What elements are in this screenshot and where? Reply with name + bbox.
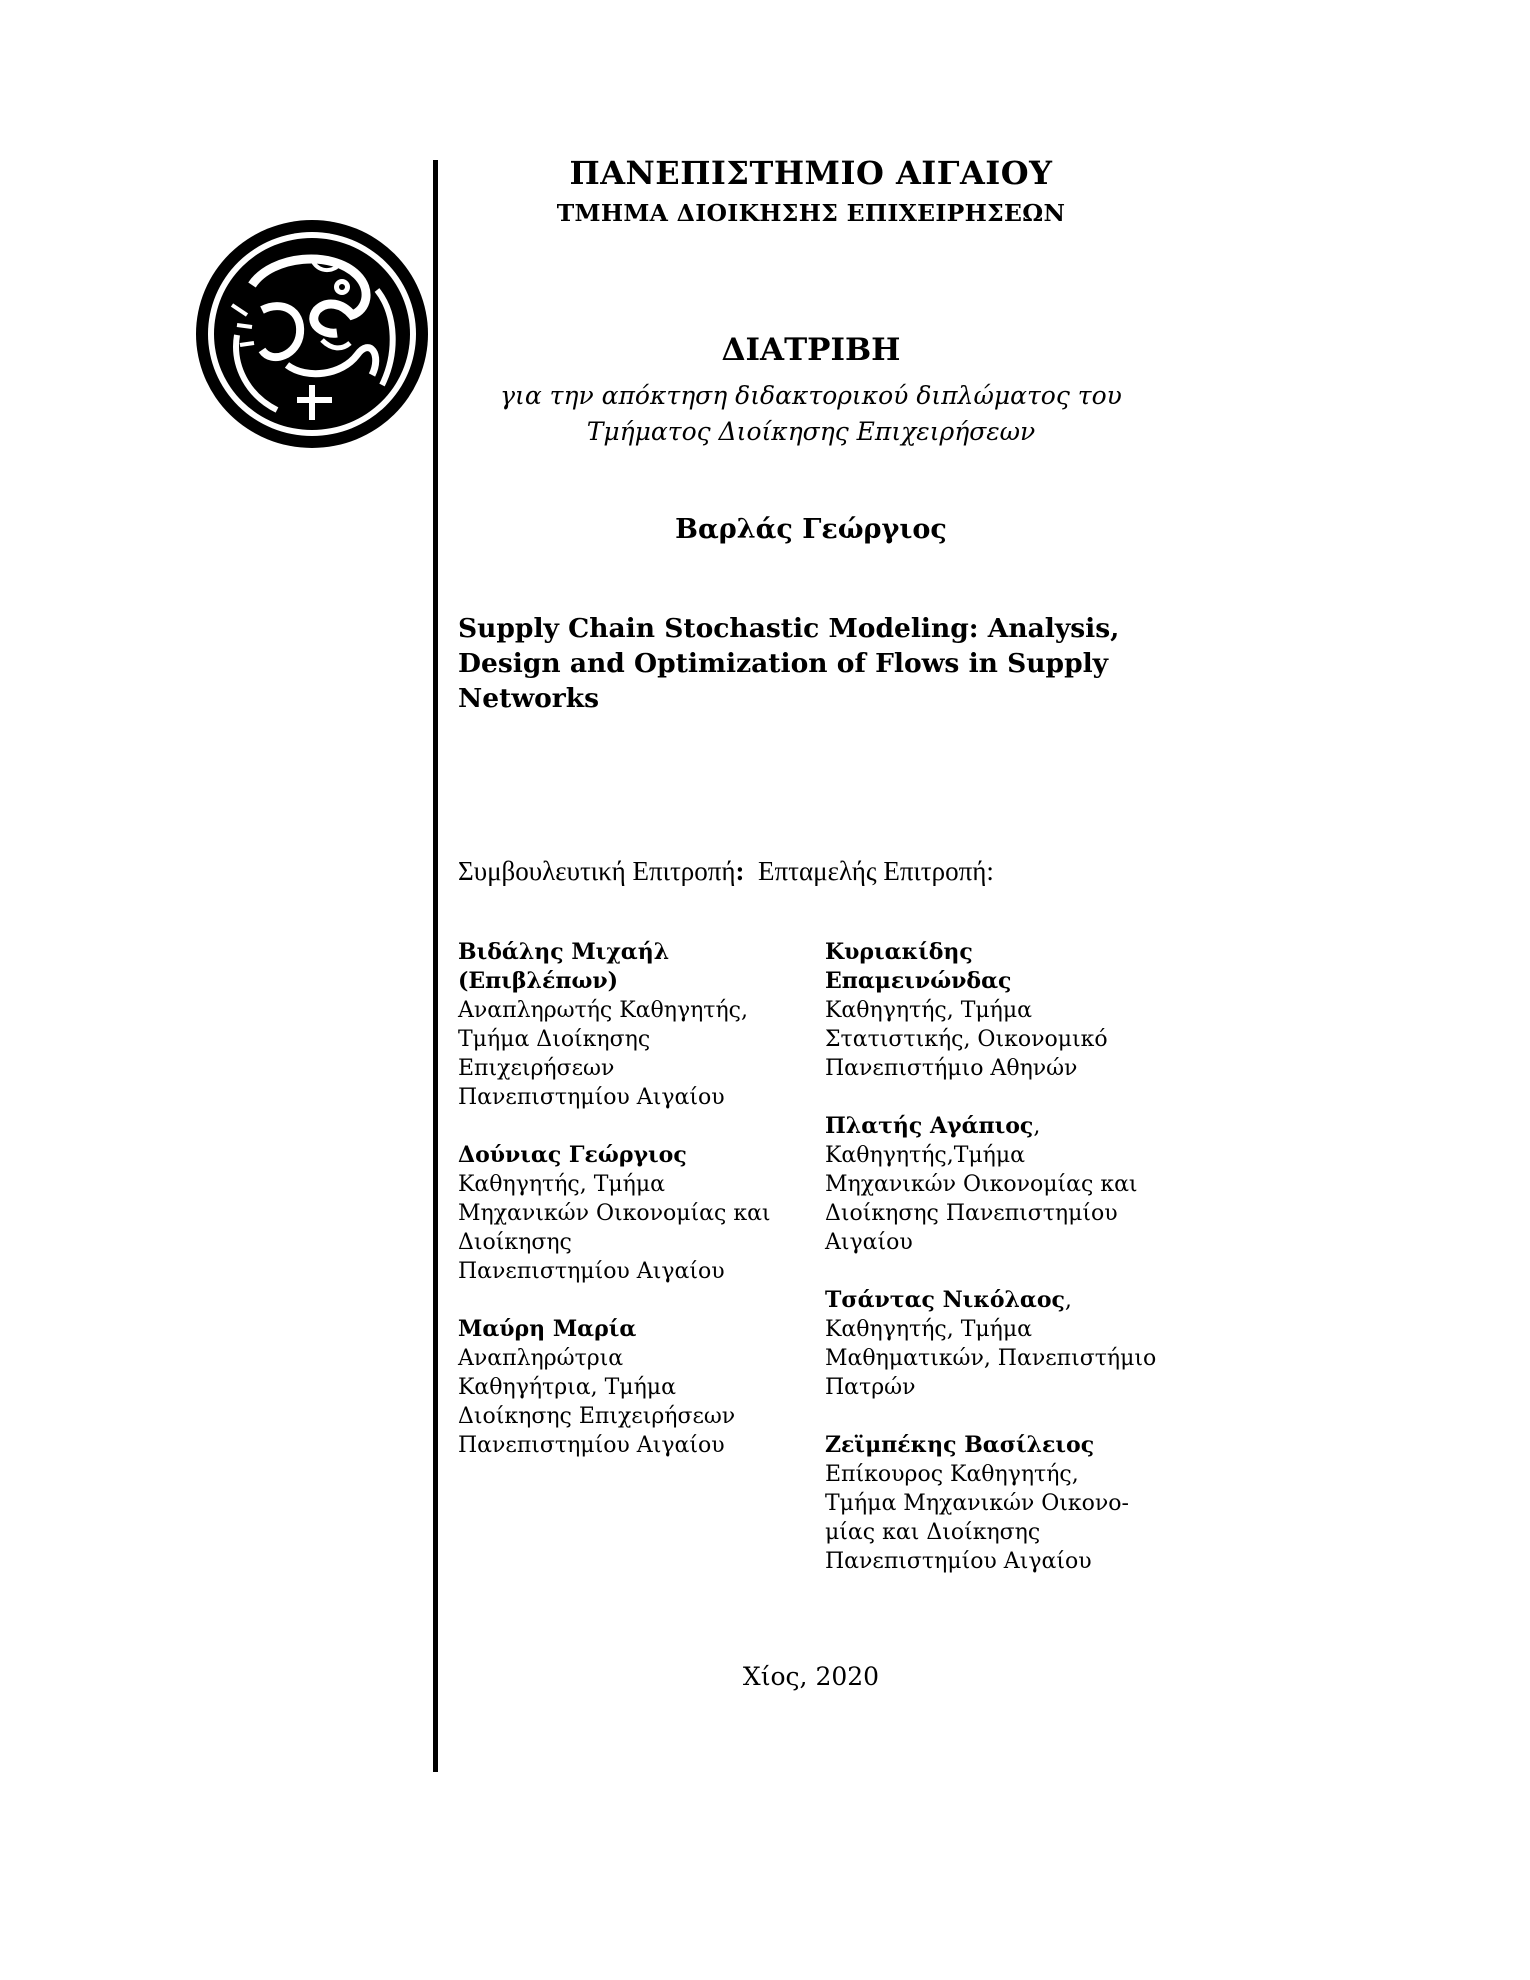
member-affiliation-line: Διοίκησης Πανεπιστημίου xyxy=(825,1201,1118,1226)
member-affiliation-line: Διοίκησης xyxy=(458,1230,572,1255)
member-name: Κυριακίδης xyxy=(825,939,973,965)
member-affiliation-line: Πανεπιστημίου Αιγαίου xyxy=(458,1433,725,1458)
university-seal-icon xyxy=(192,215,432,453)
place-and-date: Χίος, 2020 xyxy=(742,1662,880,1691)
member-name: Δούνιας Γεώργιος xyxy=(458,1142,687,1168)
advisory-member xyxy=(458,1141,798,1286)
examining-committee-list xyxy=(825,938,1185,1605)
member-affiliation-line: Πανεπιστημίου Αιγαίου xyxy=(458,1085,725,1110)
member-affiliation-line: μίας και Διοίκησης xyxy=(825,1520,1041,1545)
member-affiliation-line: Τμήμα Μηχανικών Οικονο- xyxy=(825,1491,1129,1516)
advisory-committee-list xyxy=(458,938,798,1489)
thesis-purpose xyxy=(458,378,1164,450)
member-affiliation-line: Μαθηματικών, Πανεπιστήμιο xyxy=(825,1346,1157,1371)
member-affiliation-line: Πανεπιστημίου Αιγαίου xyxy=(458,1259,725,1284)
member-role: (Επιβλέπων) xyxy=(458,968,619,994)
author-name: Βαρλάς Γεώργιος xyxy=(675,514,947,545)
thesis-title-line-3: Networks xyxy=(458,683,600,714)
committees-heading xyxy=(458,856,1198,887)
member-affiliation-line: Πατρών xyxy=(825,1375,916,1400)
examining-member xyxy=(825,1112,1185,1257)
member-affiliation-line: Στατιστικής, Οικονομικό xyxy=(825,1027,1108,1052)
member-affiliation-line: Πανεπιστημίου Αιγαίου xyxy=(825,1549,1092,1574)
member-affiliation-line: Επιχειρήσεων xyxy=(458,1056,615,1081)
member-affiliation-line: Μηχανικών Οικονομίας και xyxy=(458,1201,771,1226)
member-affiliation-line: Επίκουρος Καθηγητής, xyxy=(825,1462,1079,1487)
vertical-rule xyxy=(433,160,438,1772)
university-name: ΠΑΝΕΠΙΣΤΗΜΙΟ ΑΙΓΑΙΟΥ xyxy=(569,154,1053,192)
member-name: Τσάντας Νικόλαος xyxy=(825,1287,1065,1313)
member-affiliation-line: Καθηγητής,Τμήμα xyxy=(825,1143,1026,1168)
advisory-committee-label: Συμβουλευτική Επιτροπή xyxy=(458,856,736,886)
thesis-title-line-2: Design and Optimization of Flows in Supply xyxy=(458,648,1109,679)
member-affiliation-line: Καθηγητής, Τμήμα xyxy=(825,1317,1033,1342)
member-name: Ζεϊμπέκης Βασίλειος xyxy=(825,1432,1095,1458)
examining-committee-label: Επταμελής Επιτροπή: xyxy=(758,856,994,886)
thesis-title-line-1: Supply Chain Stochastic Modeling: Analysis, xyxy=(458,613,1120,644)
advisory-member xyxy=(458,938,798,1112)
thesis-purpose-line-1: για την απόκτηση διδακτορικού διπλώματος του xyxy=(500,381,1122,410)
member-name-continued: Επαμεινώνδας xyxy=(825,968,1012,994)
examining-member xyxy=(825,938,1185,1083)
advisory-member xyxy=(458,1315,798,1460)
member-affiliation-line: Καθηγητής, Τμήμα xyxy=(825,998,1033,1023)
member-affiliation-line: Αιγαίου xyxy=(825,1230,913,1255)
member-affiliation-line: Καθηγήτρια, Τμήμα xyxy=(458,1375,676,1400)
department-name: ΤΜΗΜΑ ΔΙΟΙΚΗΣΗΣ ΕΠΙΧΕΙΡΗΣΕΩΝ xyxy=(556,199,1066,227)
member-name: Μαύρη Μαρία xyxy=(458,1316,637,1342)
member-affiliation-line: Μηχανικών Οικονομίας και xyxy=(825,1172,1138,1197)
member-affiliation-line: Τμήμα Διοίκησης xyxy=(458,1027,651,1052)
member-name: Πλατής Αγάπιος xyxy=(825,1113,1034,1139)
examining-member xyxy=(825,1431,1185,1576)
member-name-line xyxy=(825,1112,1185,1141)
member-name-suffix: , xyxy=(1064,1288,1072,1313)
advisory-committee-colon: : xyxy=(735,856,745,886)
thesis-label: ΔΙΑΤΡΙΒΗ xyxy=(721,332,901,368)
thesis-purpose-line-2: Τμήματος Διοίκησης Επιχειρήσεων xyxy=(586,417,1036,446)
member-name-line xyxy=(825,1286,1185,1315)
member-affiliation-line: Αναπληρωτής Καθηγητής, xyxy=(458,998,748,1023)
member-affiliation-line: Πανεπιστήμιο Αθηνών xyxy=(825,1056,1078,1081)
member-name-suffix: , xyxy=(1033,1114,1041,1139)
member-name: Βιδάλης Μιχαήλ xyxy=(458,939,670,965)
examining-member xyxy=(825,1286,1185,1402)
member-affiliation-line: Αναπληρώτρια xyxy=(458,1346,624,1371)
thesis-title xyxy=(458,611,1164,716)
member-affiliation-line: Καθηγητής, Τμήμα xyxy=(458,1172,666,1197)
member-affiliation-line: Διοίκησης Επιχειρήσεων xyxy=(458,1404,736,1429)
